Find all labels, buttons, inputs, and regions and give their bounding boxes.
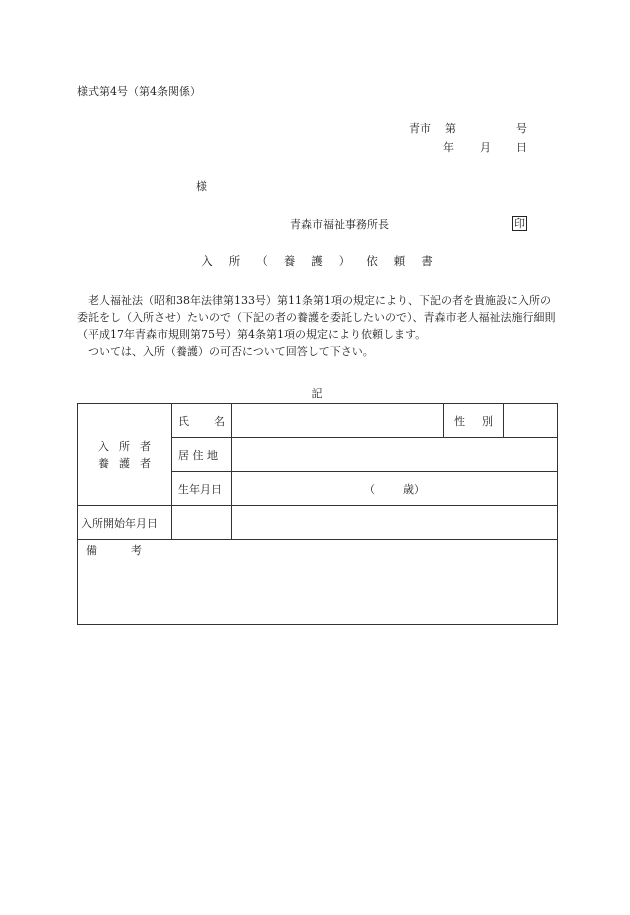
city-prefix: 青市 (409, 122, 431, 135)
gender-label-cell (444, 404, 504, 438)
addressee-honorific: 様 (196, 180, 207, 193)
name-label-char: 氏 (178, 414, 189, 428)
title-char: 書 (421, 254, 433, 268)
ki-heading: 記 (311, 387, 323, 400)
address-value-cell[interactable] (232, 438, 558, 472)
title-char: 入 (201, 254, 213, 268)
body-text (77, 292, 561, 360)
title-char: 依 (366, 254, 378, 268)
address-label-cell: 居 住 地 (172, 438, 232, 472)
form-number: 様式第4号（第4条関係） (77, 85, 201, 98)
number-suffix: 号 (516, 122, 527, 135)
subject-label-line1: 入所者 (98, 439, 161, 453)
age-open: （ (364, 482, 375, 496)
title-char: ） (338, 254, 351, 268)
body-paragraph-1: 老人福祉法（昭和38年法律第133号）第11条第1項の規定により、下記の者を貴施設に入所の委託をし（入所させ）たいので（下記の者の養護を委託したいので）、青森市老人福祉法施行細則（平成17年青森市規則第75号）第4条第1項の規定により依頼します。 (77, 294, 556, 341)
title-char: 所 (228, 254, 241, 268)
subject-label-line2: 養護者 (98, 456, 161, 470)
gender-label-char: 別 (482, 414, 493, 428)
subject-label-cell (78, 404, 172, 506)
date-year: 年 (443, 141, 454, 154)
title-char: 養 (283, 254, 296, 268)
reference-number-line (409, 122, 529, 136)
gender-value-cell[interactable] (504, 404, 558, 438)
start-date-value-cell-1[interactable] (172, 506, 232, 540)
name-value-cell[interactable] (232, 404, 444, 438)
date-line (443, 141, 529, 155)
body-paragraph-2: ついては、入所（養護）の可否について回答して下さい。 (88, 345, 374, 358)
number-prefix: 第 (445, 122, 456, 135)
table-row (78, 506, 558, 540)
name-label-char: 名 (214, 414, 225, 428)
details-table (77, 403, 558, 625)
birth-label-cell: 生年月日 (172, 472, 232, 506)
birth-value-cell[interactable] (232, 472, 558, 506)
remarks-cell[interactable] (78, 540, 558, 625)
date-day: 日 (516, 141, 527, 154)
title-char: 頼 (393, 254, 406, 268)
start-date-value-cell-2[interactable] (232, 506, 558, 540)
date-month: 月 (480, 141, 491, 154)
seal-mark: 印 (514, 217, 525, 230)
title-char: 護 (311, 254, 323, 268)
gender-label-char: 性 (454, 414, 465, 428)
sender-name: 青森市福祉事務所長 (290, 218, 389, 231)
title-char: （ (256, 254, 268, 268)
table-row (78, 404, 558, 438)
start-date-label-cell: 入所開始年月日 (78, 506, 172, 540)
name-label-cell (172, 404, 232, 438)
table-row (78, 540, 558, 625)
remarks-label: 備考 (86, 544, 176, 557)
document-title (0, 254, 630, 268)
age-close: 歳） (403, 482, 425, 496)
